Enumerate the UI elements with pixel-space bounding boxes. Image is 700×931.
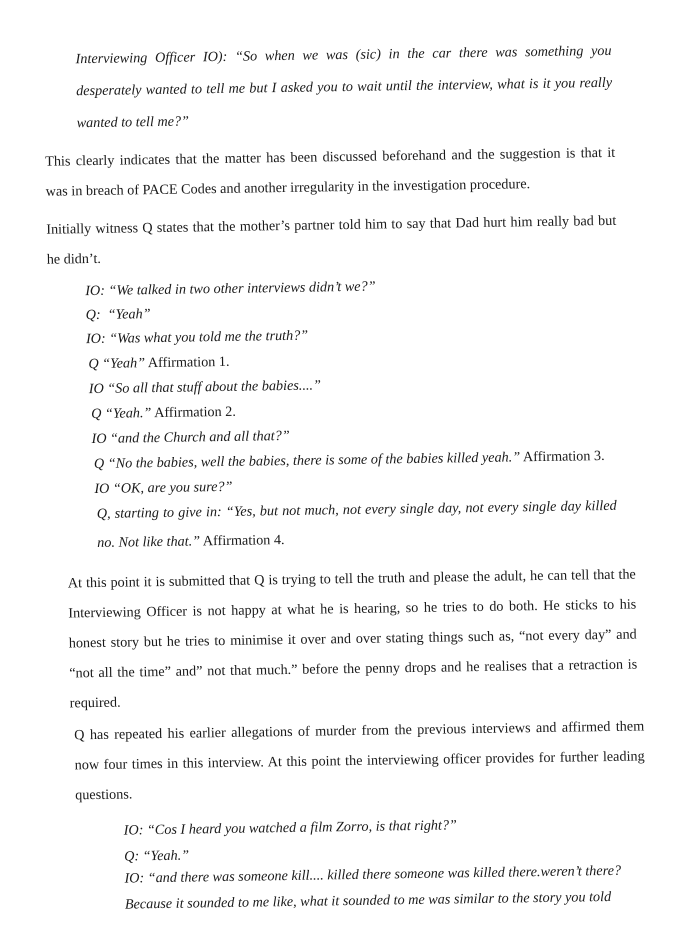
transcript-line [97,497,617,523]
opening-quote [0,0,693,6]
transcript-note: Affirmation 1. [145,354,230,371]
transcript-line [97,531,285,552]
transcript-quote: Q “Yeah” [88,355,145,372]
transcript-line [88,353,229,373]
transcript-quote: Q: “Yeah” [86,306,151,323]
transcript-line [94,447,605,473]
transcript-line [91,403,236,423]
paragraph-line: “not all the time” and” not that much.” before the penny drops and he realises that a retraction is [69,656,637,683]
transcript-line [91,427,289,448]
transcript-line: Q: “Yeah.” [124,847,189,866]
paragraph-line: questions. [75,785,132,804]
transcript-line [86,305,151,324]
paragraph-line: This clearly indicates that the matter has been discussed beforehand and the suggestion is that it [45,144,615,171]
paragraph-line: Q has repeated his earlier allegations of murder from the previous interviews and affirmed them [74,717,644,744]
quote-line: Interviewing Officer IO): “So when we was (sic) in the car there was something you [75,42,611,68]
paragraph-line: At this point it is submitted that Q is trying to tell the truth and please the adult, he can tell that the [68,566,636,593]
transcript-line [94,478,232,498]
interview-transcript-2 [0,0,693,6]
transcript-quote: IO “So all that stuff about the babies....” [89,377,321,397]
transcript-line [89,376,321,398]
transcript-note: Affirmation 4. [200,532,285,549]
quote-line: wanted to tell me?” [76,112,189,132]
transcript-line: IO: “Cos I heard you watched a film Zorro, is that right?” [124,816,457,839]
transcript-line: IO: “and there was someone kill.... killed there someone was killed there.weren’t there? [124,862,621,888]
transcript-quote: IO: “Was what you told me the truth?” [86,328,308,347]
paragraph-line: honest story but he tries to minimise it over and over stating things such as, “not every day” and [69,626,637,653]
paragraph-line: Initially witness Q states that the mother’s partner told him to say that Dad hurt him really bad but [46,212,616,239]
paragraph-line: Interviewing Officer is not happy at what he is hearing, so he tries to do both. He sticks to his [68,596,636,623]
transcript-line: Because it sounded to me like, what it sounded to me was similar to the story you told [125,888,611,914]
transcript-quote: IO “and the Church and all that?” [91,428,289,447]
paragraph-pace-breach [0,0,693,6]
quote-line: desperately wanted to tell me but I asked you to wait until the interview, what is it you really [76,74,612,100]
paragraph-line: required. [70,694,121,713]
paragraph-submission [0,0,693,6]
transcript-quote: Q “Yeah.” [91,405,151,422]
transcript-quote: IO: “We talked in two other interviews didn’t we?” [85,279,376,300]
transcript-note: Affirmation 2. [151,404,236,421]
paragraph-witness-q [0,0,693,6]
paragraph-line: was in breach of PACE Codes and another irregularity in the investigation procedure. [46,175,531,201]
transcript-quote: Q “No the babies, well the babies, there is some of the babies killed yeah.” [94,449,520,472]
paragraph-allegations [0,0,693,6]
transcript-quote: Q, starting to give in: “Yes, but not much, not every single day, not every single day killed [97,497,617,523]
transcript-line [85,278,376,301]
paragraph-line: now four times in this interview. At this point the interviewing officer provides for further leading [75,747,645,774]
transcript-quote: no. Not like that.” [97,533,200,551]
transcript-quote: IO “OK, are you sure?” [94,479,232,497]
paragraph-line: he didn’t. [47,250,101,269]
transcript-note: Affirmation 3. [520,448,605,465]
transcript-line [86,327,308,348]
interview-transcript-1 [0,0,693,6]
